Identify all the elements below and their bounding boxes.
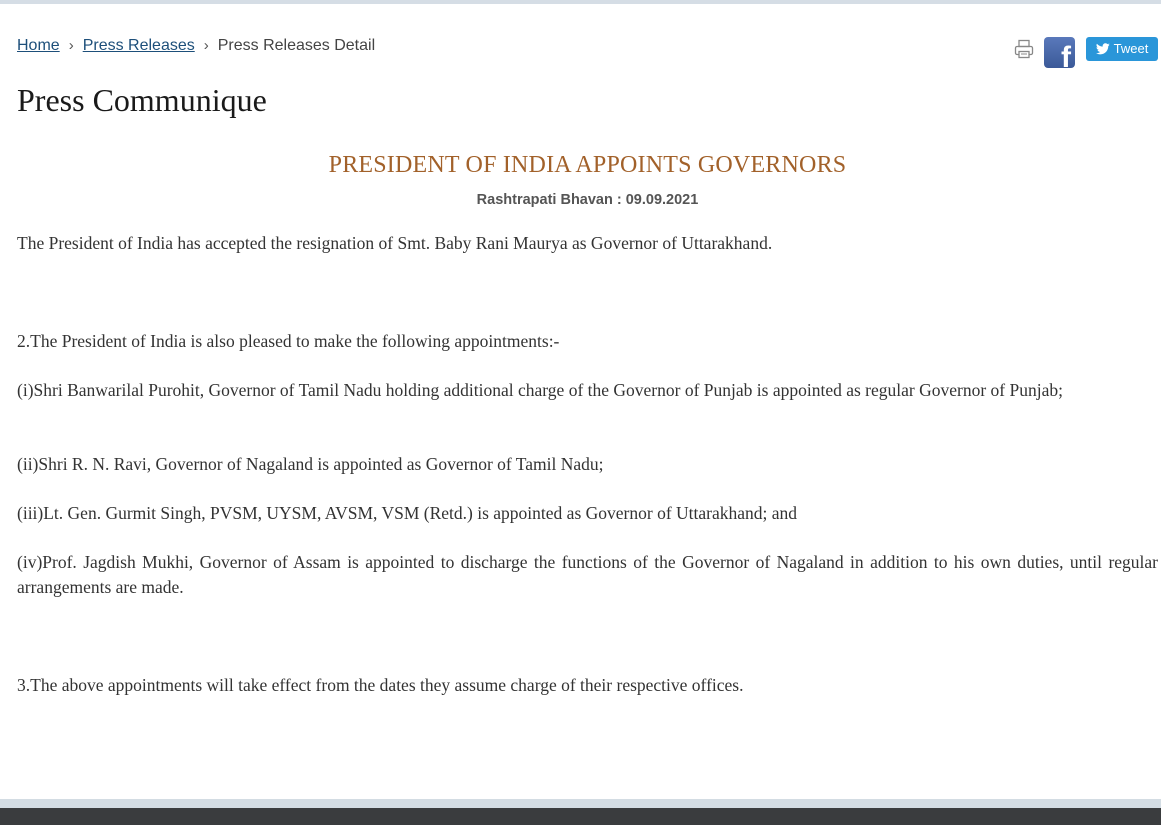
release-dateline: Rashtrapati Bhavan : 09.09.2021 [476, 192, 699, 208]
footer [0, 808, 1161, 825]
release-paragraph: 2.The President of India is also pleased to make the following appointments:- [17, 331, 560, 351]
release-paragraph: 3.The above appointments will take effect from the dates they assume charge of their respective offices. [17, 675, 744, 695]
footer-divider [0, 799, 1161, 808]
breadcrumb-current: Press Releases Detail [217, 37, 376, 54]
tweet-label: Tweet [1113, 41, 1149, 56]
breadcrumb [17, 37, 375, 55]
facebook-icon: f [1061, 41, 1071, 68]
page-title: Press Communique [17, 82, 267, 118]
release-paragraph: (ii)Shri R. N. Ravi, Governor of Nagaland is appointed as Governor of Tamil Nadu; [17, 454, 604, 474]
breadcrumb-separator: › [68, 37, 74, 54]
release-paragraph: (iii)Lt. Gen. Gurmit Singh, PVSM, UYSM, AVSM, VSM (Retd.) is appointed as Governor of Uttarakhand; and [17, 503, 798, 523]
printer-icon[interactable] [1013, 38, 1035, 60]
tweet-button[interactable] [1086, 37, 1158, 61]
breadcrumb-separator: › [203, 37, 209, 54]
share-toolbar [1013, 35, 1158, 68]
release-paragraph: (i)Shri Banwarilal Purohit, Governor of Tamil Nadu holding additional charge of the Governor of Punjab is appointed as regular Governor of Punjab; [17, 380, 1063, 400]
release-headline: PRESIDENT OF INDIA APPOINTS GOVERNORS [328, 152, 847, 178]
twitter-bird-icon [1096, 43, 1110, 55]
breadcrumb-press-releases-link[interactable]: Press Releases [82, 37, 195, 54]
breadcrumb-home-link[interactable]: Home [17, 37, 60, 54]
release-paragraph: (iv)Prof. Jagdish Mukhi, Governor of Assam is appointed to discharge the functions of the Governor of Nagaland in addition to his own duties, until regular arrangements are made. [17, 552, 1158, 597]
release-paragraph: The President of India has accepted the resignation of Smt. Baby Rani Maurya as Governor of Uttarakhand. [17, 233, 773, 253]
facebook-share-button[interactable] [1044, 37, 1075, 68]
top-border [0, 0, 1161, 4]
